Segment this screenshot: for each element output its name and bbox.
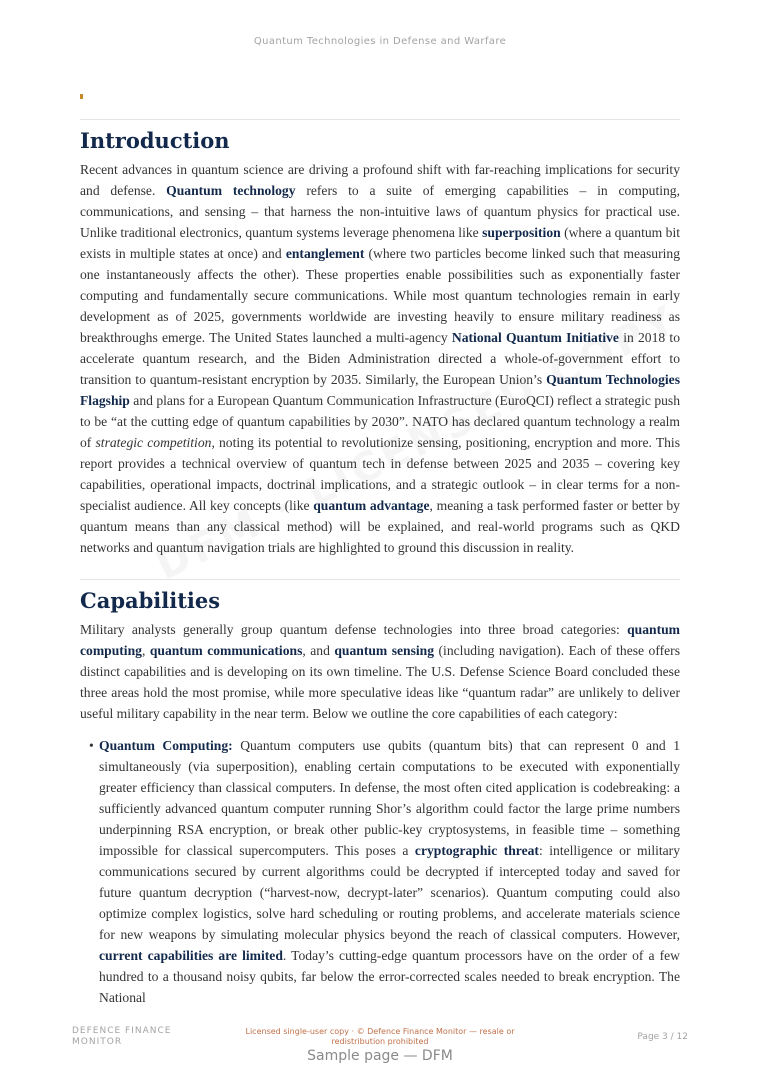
accent-mark	[80, 94, 83, 99]
emphasis: strategic competition	[95, 435, 212, 450]
intro-paragraph: Recent advances in quantum science are driving a profound shift with far-reaching implications for security and defense. Quantum technology refers to a suite of emerging capabilities – in computing, communications, and sensing – that harness the non-intuitive laws of quantum physics for practical use. Unlike traditional electronics, quantum systems leverage phenomena like superposition (where a quantum bit exists in multiple states at once) and entanglement (where two particles become linked such that measuring one instantaneously affects the other). These properties enable possibilities such as exponentially faster computing and fundamentally secure communications. While most quantum technologies remain in early development as of 2025, governments worldwide are investing heavily to ensure military readiness as breakthroughs emerge. The United States launched a multi-agency National Quantum Initiative in 2018 to accelerate quantum research, and the Biden Administration directed a whole-of-government effort to transition to quantum-resistant encryption by 2035. Similarly, the European Union’s Quantum Technologies Flagship and plans for a European Quantum Communication Infrastructure (EuroQCI) reflect a strategic push to be “at the cutting edge of quantum capabilities by 2030”. NATO has declared quantum technology a realm of strategic competition, noting its potential to revolutionize sensing, positioning, encryption and more. This report provides a technical overview of quantum tech in defense between 2025 and 2035 – covering key capabilities, operational impacts, doctrinal implications, and a strategic outlook – in clear terms for a non-specialist audience. All key concepts (like quantum advantage, meaning a task performed faster or better by quantum means than any classical method) will be explained, and real-world programs such as QKD networks and quantum navigation trials are highlighted to ground this discussion in reality.	[80, 162, 681, 555]
capabilities-list	[80, 735, 680, 1008]
key-term: current capabilities are limited	[99, 948, 283, 963]
key-term: National Quantum Initiative	[451, 330, 619, 345]
bullet-icon: •	[89, 738, 94, 753]
page-number: Page 3 / 12	[637, 1032, 688, 1042]
section-divider	[80, 119, 680, 120]
capabilities-heading: Capabilities	[80, 588, 221, 613]
key-term: Quantum Technologies Flagship	[80, 372, 680, 408]
key-term: entanglement	[285, 246, 365, 261]
key-term: quantum communications	[149, 643, 303, 658]
key-term: Quantum Computing:	[99, 738, 233, 753]
running-header: Quantum Technologies in Defense and Warfare	[253, 36, 507, 47]
key-term: superposition	[482, 225, 561, 240]
capability-list-item: • Quantum Computing: Quantum computers use qubits (quantum bits) that can represent 0 and 1 simultaneously (via superposition), enabling certain computations to be executed with exponentially greater efficiency than classical computers. In defense, the most often cited application is codebreaking: a sufficiently advanced quantum computer running Shor’s algorithm could factor the large prime numbers underpinning RSA encryption, or break other public-key cryptosystems, in feasible time – something impossible for classical supercomputers. This poses a cryptographic threat: intelligence or military communications secured by current algorithms could be decrypted if intercepted today and saved for future quantum decryption (“harvest-now, decrypt-later” scenarios). Quantum computing could also optimize complex logistics, solve hard scheduling or routing problems, and accelerate materials science for new weapons by simulating molecular physics beyond the reach of classical computers. However, current capabilities are limited. Today’s cutting-edge quantum processors have on the order of a few hundred to a thousand noisy qubits, far below the error-corrected scales needed to break encryption. The National	[80, 735, 680, 1008]
section-divider	[80, 579, 680, 580]
key-term: quantum computing	[80, 622, 680, 658]
key-term: cryptographic threat	[414, 843, 539, 858]
sample-label: Sample page — DFM	[307, 1048, 453, 1064]
capabilities-paragraph: Military analysts generally group quantum defense technologies into three broad categories: quantum computing, quantum communications, and quantum sensing (including navigation). Each of these offers distinct capabilities and is developing on its own timeline. The U.S. Defense Science Board concluded these three areas hold the most promise, while more speculative ideas like “quantum radar” are unlikely to deliver useful military capability in the near term. Below we outline the core capabilities of each category:	[80, 622, 681, 721]
key-term: quantum advantage	[313, 498, 430, 513]
key-term: quantum sensing	[334, 643, 435, 658]
license-notice: Licensed single-user copy · © Defence Finance Monitor — resale or redistribution prohibited	[245, 1027, 515, 1046]
publisher-name: DEFENCE FINANCE MONITOR	[72, 1026, 172, 1047]
intro-heading: Introduction	[80, 128, 230, 153]
key-term: Quantum technology	[166, 183, 296, 198]
